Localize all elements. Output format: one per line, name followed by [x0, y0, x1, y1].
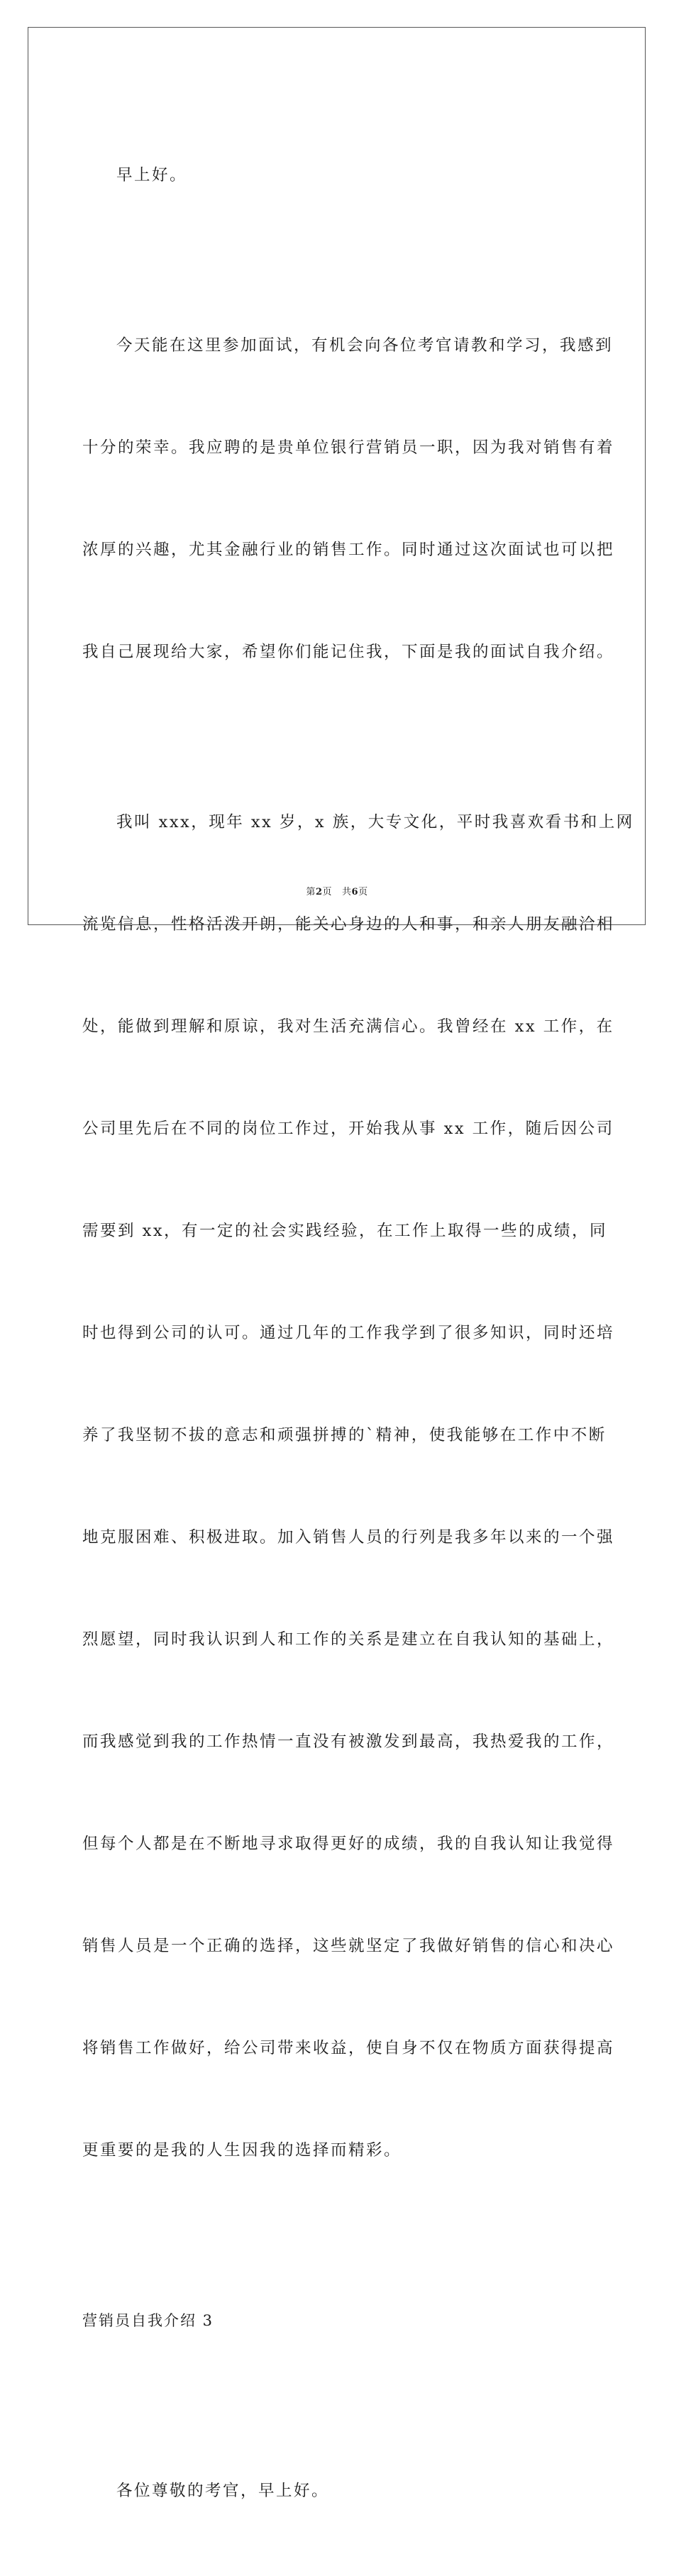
text-line: 十分的荣幸。我应聘的是贵单位银行营销员一职，因为我对销售有着: [82, 438, 615, 457]
total-suffix: 页: [358, 887, 368, 897]
text-line: 浓厚的兴趣，尤其金融行业的销售工作。同时通过这次面试也可以把: [82, 541, 615, 559]
text-line: 早上好。: [116, 166, 188, 184]
text-line: 我自己展现给大家，希望你们能记住我，下面是我的面试自我介绍。: [82, 643, 615, 661]
page-suffix: 页: [322, 887, 332, 897]
text-line: 更重要的是我的人生因我的选择而精彩。: [82, 2141, 402, 2160]
text-line: 处，能做到理解和原谅，我对生活充满信心。我曾经在 xx 工作，在: [82, 1017, 614, 1036]
text-line: 公司里先后在不同的岗位工作过，开始我从事 xx 工作，随后因公司: [82, 1120, 614, 1138]
text-line: 而我感觉到我的工作热情一直没有被激发到最高，我热爱我的工作，: [82, 1732, 615, 1751]
text-line: 养了我坚韧不拔的意志和顽强拼搏的`精神，使我能够在工作中不断: [82, 1426, 607, 1444]
text-line: 今天能在这里参加面试，有机会向各位考官请教和学习，我感到: [116, 336, 614, 355]
page-prefix: 第: [306, 887, 316, 897]
paragraph-next-greeting: [82, 2406, 595, 2576]
text-line: 销售人员是一个正确的选择，这些就坚定了我做好销售的信心和决心: [82, 1937, 615, 1955]
text-line: 各位尊敬的考官，早上好。: [116, 2482, 330, 2500]
page-footer: [0, 884, 674, 897]
paragraph-self-intro: [82, 737, 634, 2235]
section-heading: [82, 2235, 595, 2406]
text-line: 地克服困难、积极进取。加入销售人员的行列是我多年以来的一个强: [82, 1528, 615, 1547]
text-line: 将销售工作做好，给公司带来收益，使自身不仅在物质方面获得提高: [82, 2039, 615, 2057]
paragraph-greeting: [82, 90, 595, 260]
page-current: 2: [315, 887, 323, 897]
document-body: [82, 90, 634, 2576]
text-line: 时也得到公司的认可。通过几年的工作我学到了很多知识，同时还培: [82, 1324, 615, 1342]
text-line: 烈愿望，同时我认识到人和工作的关系是建立在自我认知的基础上，: [82, 1630, 615, 1649]
text-line: 但每个人都是在不断地寻求取得更好的成绩，我的自我认知让我觉得: [82, 1835, 615, 1853]
section-title: 营销员自我介绍 3: [82, 2312, 214, 2329]
text-line: 需要到 xx，有一定的社会实践经验，在工作上取得一些的成绩，同: [82, 1222, 608, 1240]
total-prefix: 共: [342, 887, 352, 897]
text-line: 我叫 xxx，现年 xx 岁，x 族，大专文化，平时我喜欢看书和上网: [116, 813, 634, 831]
text-line: 流览信息，性格活泼开朗，能关心身边的人和事，和亲人朋友融洽相: [82, 915, 615, 934]
page-total: 6: [351, 887, 359, 897]
paragraph-opening: [82, 260, 615, 737]
